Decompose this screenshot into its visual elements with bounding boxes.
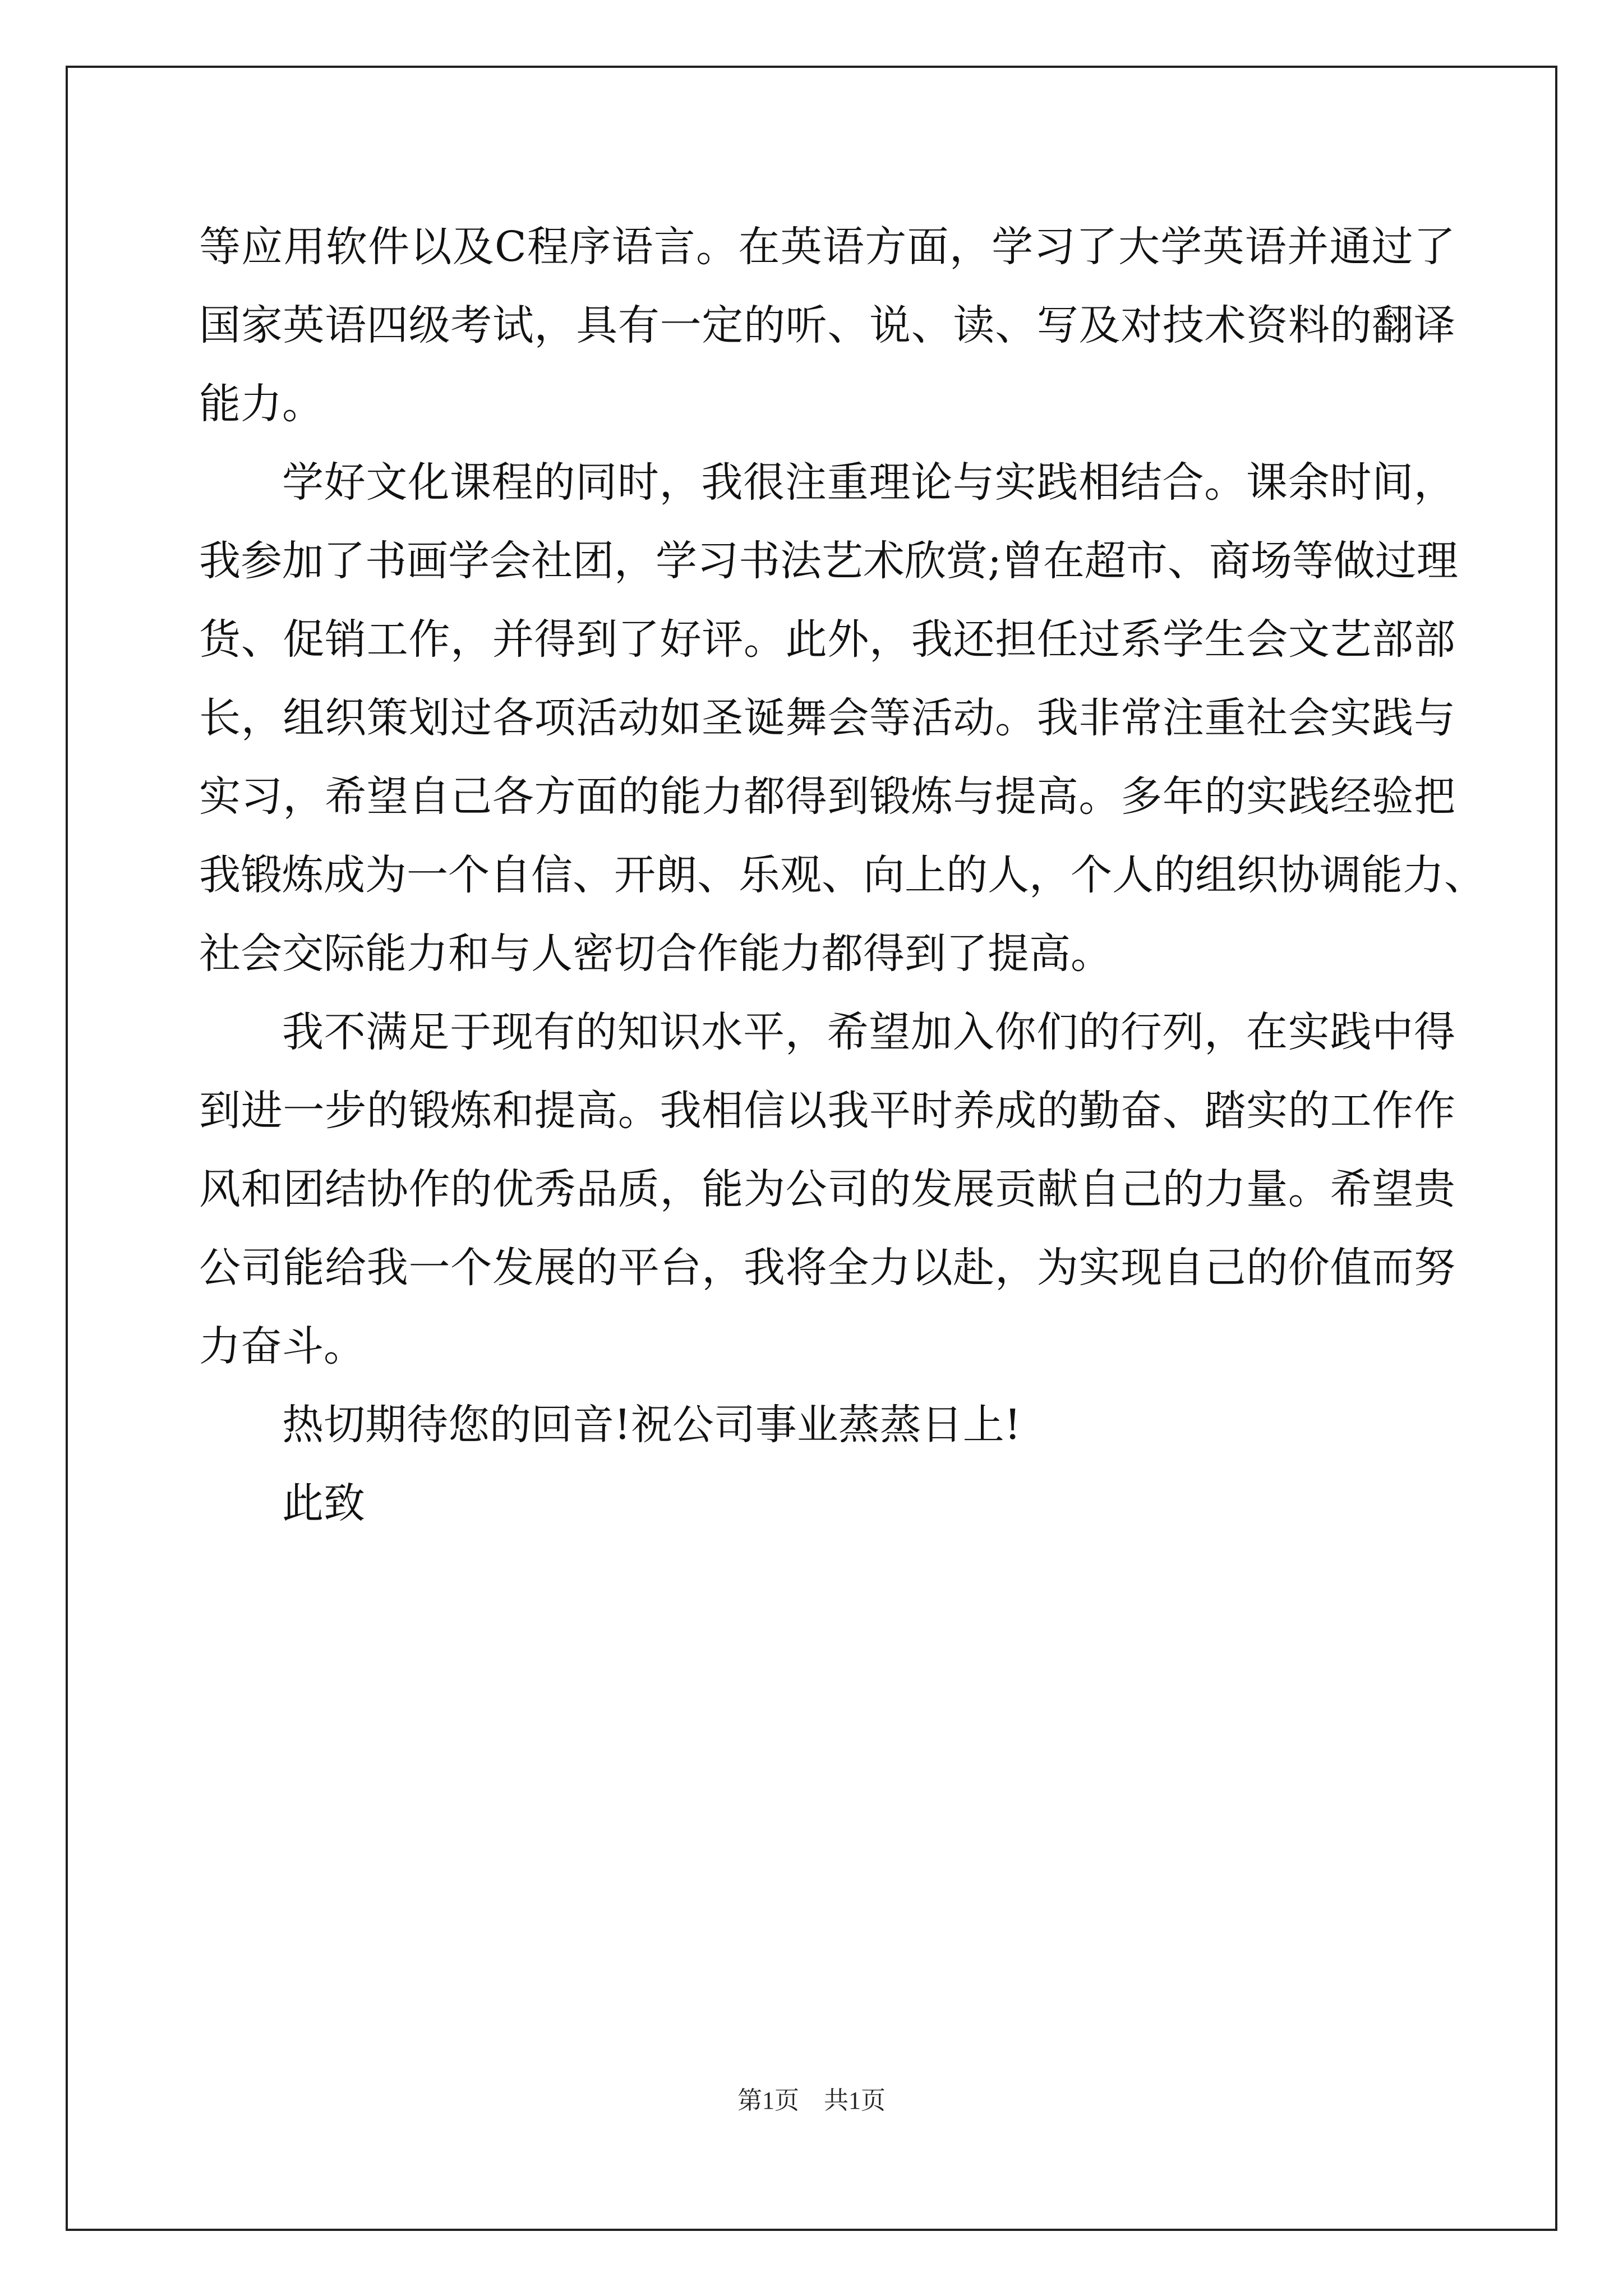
closing-wish: 热切期待您的回音!祝公司事业蒸蒸日上! (282, 1401, 1021, 1449)
paragraph-2-line-4: 长，组织策划过各项活动如圣诞舞会等活动。我非常注重社会实践与 (199, 694, 1455, 742)
paragraph-2-line-1: 学好文化课程的同时，我很注重理论与实践相结合。课余时间， (282, 458, 1455, 507)
paragraph-2-line-7: 社会交际能力和与人密切合作能力都得到了提高。 (199, 930, 1112, 978)
paragraph-2-line-3: 货、促销工作，并得到了好评。此外，我还担任过系学生会文艺部部 (199, 615, 1455, 664)
paragraph-2-line-6: 我锻炼成为一个自信、开朗、乐观、向上的人，个人的组织协调能力、 (199, 851, 1486, 899)
paragraph-1-line-2: 国家英语四级考试，具有一定的听、说、读、写及对技术资料的翻译 (199, 301, 1455, 349)
paragraph-2-line-2: 我参加了书画学会社团，学习书法艺术欣赏;曾在超市、商场等做过理 (199, 537, 1458, 585)
paragraph-3-line-4: 公司能给我一个发展的平台，我将全力以赴，为实现自己的价值而努 (199, 1244, 1455, 1292)
salutation-cizhi: 此致 (282, 1479, 365, 1527)
paragraph-3-line-5: 力奋斗。 (199, 1322, 365, 1370)
paragraph-2-line-5: 实习，希望自己各方面的能力都得到锻炼与提高。多年的实践经验把 (199, 772, 1455, 821)
paragraph-3-line-3: 风和团结协作的优秀品质，能为公司的发展贡献自己的力量。希望贵 (199, 1165, 1455, 1213)
paragraph-3-line-2: 到进一步的锻炼和提高。我相信以我平时养成的勤奋、踏实的工作作 (199, 1087, 1455, 1135)
paragraph-3-line-1: 我不满足于现有的知识水平，希望加入你们的行列，在实践中得 (282, 1008, 1455, 1056)
paragraph-1-line-1: 等应用软件以及C程序语言。在英语方面，学习了大学英语并通过了 (199, 223, 1455, 271)
paragraph-1-line-3: 能力。 (199, 380, 324, 428)
page-number-footer: 第1页 共1页 (737, 2087, 886, 2114)
